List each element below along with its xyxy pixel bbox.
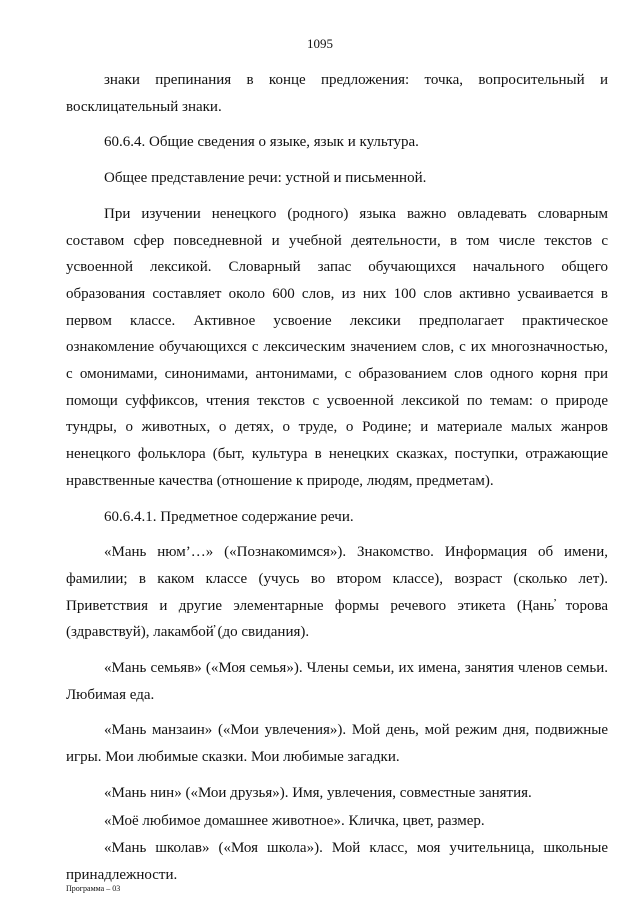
paragraph: «Мань нюм’…» («Познакомимся»). Знакомство. Информация об имени, фамилии; в каком классе (учусь во втором классе), возраст (сколько лет). Приветствия и другие элементарные формы речевого этикета (Ңань̕ торова (здравствуй), лакамбой̕ (до свидания). bbox=[66, 544, 608, 641]
page-number: 1095 bbox=[307, 36, 333, 51]
footer-label: Программа – 03 bbox=[66, 884, 121, 893]
document-body bbox=[66, 67, 608, 898]
paragraph: При изучении ненецкого (родного) языка важно овладевать словарным составом сфер повседневной и учебной деятельности, в том числе текстов с усвоенной лексикой. Словарный запас обучающихся начального общего образования составляет около 600 слов, из них 100 слов активно усваивается в первом классе. Активное усвоение лексики предполагает практическое ознакомление обучающихся с лексическим значением слов, с их многозначностью, с омонимами, синонимами, антонимами, с образованием слов одного корня при помощи суффиксов, чтения текстов с усвоенной лексикой по темам: о природе тундры, о животных, о детях, о труде, о Родине; и материале малых жанров ненецкого фольклора (быт, культура в ненецких сказках, поступки, отражающие нравственные качества (отношение к природе, людям, предметам). bbox=[66, 205, 608, 489]
paragraph: «Моё любимое домашнее животное». Кличка, цвет, размер. bbox=[104, 812, 485, 829]
paragraph: «Мань семьяв» («Моя семья»). Члены семьи, их имена, занятия членов семьи. Любимая еда. bbox=[66, 660, 608, 703]
paragraph: «Мань нин» («Мои друзья»). Имя, увлечения, совместные занятия. bbox=[104, 784, 532, 801]
section-heading: 60.6.4.1. Предметное содержание речи. bbox=[104, 508, 354, 525]
paragraph: «Мань школав» («Моя школа»). Мой класс, моя учительница, школьные принадлежности. bbox=[66, 840, 608, 883]
paragraph: «Мань манзаин» («Мои увлечения»). Мой день, мой режим дня, подвижные игры. Мои любимые сказки. Мои любимые загадки. bbox=[66, 722, 608, 766]
section-heading: 60.6.4. Общие сведения о языке, язык и культура. bbox=[104, 134, 419, 151]
paragraph: Общее представление речи: устной и письменной. bbox=[104, 170, 427, 187]
paragraph: знаки препинания в конце предложения: точка, вопросительный и восклицательный знаки. bbox=[66, 72, 608, 115]
